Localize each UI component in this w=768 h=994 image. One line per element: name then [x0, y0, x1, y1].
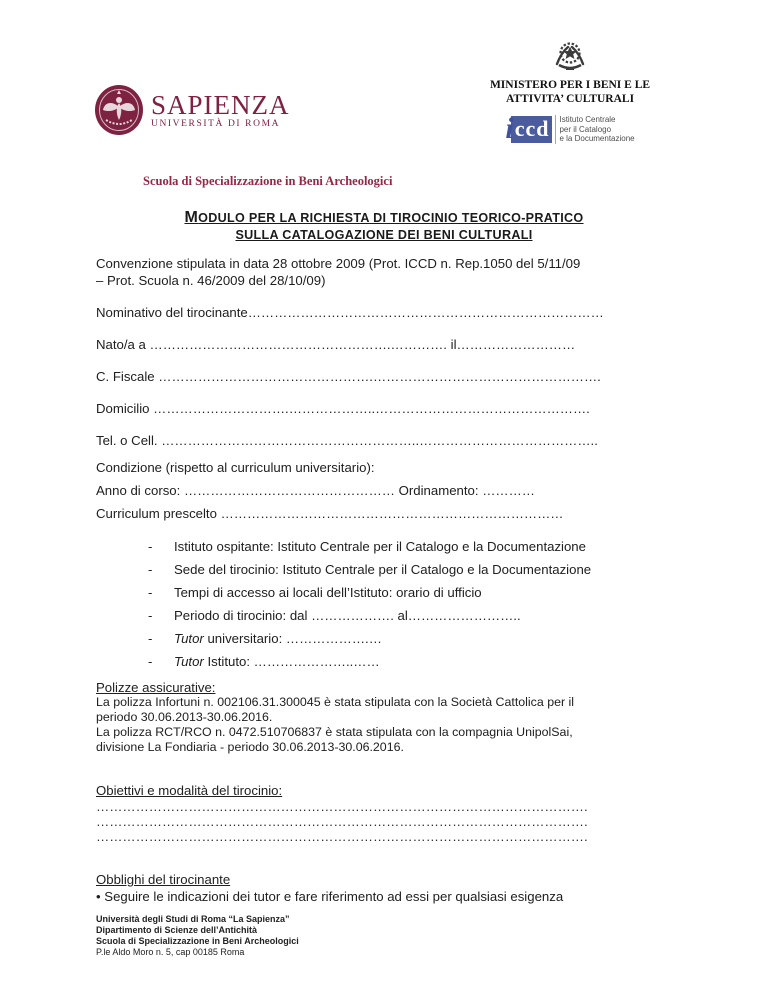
document-title-line2: SULLA CATALOGAZIONE DEI BENI CULTURALI — [235, 228, 533, 242]
dash-marker: - — [148, 562, 153, 577]
convention-line2: – Prot. Scuola n. 46/2009 del 28/10/09) — [96, 272, 326, 288]
condition-block — [96, 456, 672, 525]
list-item-tutor-universitario: - Tutor universitario: ……………….… — [96, 627, 672, 650]
objectives-section — [96, 782, 672, 844]
school-heading: Scuola di Specializzazione in Beni Archeologici — [143, 174, 393, 188]
page-footer — [96, 914, 672, 958]
insurance-line2: periodo 30.06.2013-30.06.2016. — [96, 710, 273, 724]
obligations-section — [96, 872, 672, 905]
footer-department: Dipartimento di Scienze dell’Antichità — [96, 925, 258, 935]
field-nominativo: Nominativo del tirocinante……………………………………………………………………… — [96, 305, 604, 320]
ministry-title-line2: ATTIVITA’ CULTURALI — [505, 93, 635, 105]
condition-heading: Condizione (rispetto al curriculum universitario): — [96, 460, 375, 475]
insurance-section — [96, 680, 672, 755]
sapienza-wordmark-block — [151, 89, 290, 129]
ministry-block — [466, 38, 674, 144]
field-domicilio: Domicilio ………………………….………………..…………………………………………. — [96, 401, 590, 416]
iccd-logo-ccd: ccd — [511, 116, 553, 143]
list-item-periodo-tirocinio: - Periodo di tirocinio: dal ………………. al…………………….. — [96, 604, 672, 627]
convention-line1: Convenzione stipulata in data 28 ottobre 2009 (Prot. ICCD n. Rep.1050 del 5/11/09 — [96, 256, 581, 271]
footer-address: P.le Aldo Moro n. 5, cap 00185 Roma — [96, 947, 245, 957]
convention-paragraph — [96, 256, 672, 289]
list-item-tempi-accesso: - Tempi di accesso ai locali dell’Istituto: orario di ufficio — [96, 581, 672, 604]
dash-marker: - — [148, 654, 153, 669]
iccd-logo-caption — [555, 115, 634, 144]
insurance-heading: Polizze assicurative: — [96, 680, 216, 695]
sapienza-logo — [94, 84, 290, 136]
obligations-bullet: • Seguire le indicazioni dei tutor e fare riferimento ad essi per qualsiasi esigenza — [96, 889, 564, 904]
sapienza-emblem-icon — [94, 84, 144, 136]
dash-marker: - — [148, 631, 153, 646]
list-item-tutor-istituto: - Tutor Istituto: …………………..…… — [96, 650, 672, 673]
footer-university: Università degli Studi di Roma “La Sapienza” — [96, 914, 290, 924]
dash-marker: - — [148, 539, 153, 554]
iccd-caption-line1: Istituto Centrale — [559, 115, 616, 124]
iccd-logo — [466, 112, 674, 146]
objectives-dotted-line: …………………………………………………………………………………………………. — [96, 814, 588, 829]
field-curriculum: Curriculum prescelto …………………………………………………………………… — [96, 506, 564, 521]
list-item-sede-tirocinio: - Sede del tirocinio: Istituto Centrale per il Catalogo e la Documentazione — [96, 558, 672, 581]
field-nato-a: Nato/a a ……………………………………………….…………. il……………………… — [96, 337, 576, 352]
insurance-line4: divisione La Fondiaria - periodo 30.06.2013-30.06.2016. — [96, 740, 404, 754]
dash-marker: - — [148, 608, 153, 623]
field-anno-ordinamento: Anno di corso: ………………………………………… Ordinamento: ………… — [96, 483, 535, 498]
iccd-caption-line2: per il Catalogo — [559, 124, 612, 134]
internship-details-list — [96, 535, 672, 673]
iccd-logo-i: i — [505, 112, 514, 146]
insurance-line1: La polizza Infortuni n. 002106.31.300045 è stata stipulata con la Società Cattolica per il — [96, 695, 575, 709]
field-codice-fiscale: C. Fiscale ………………………………………….……………………………………………. — [96, 369, 601, 384]
insurance-line3: La polizza RCT/RCO n. 0472.510706837 è stata stipulata con la compagnia UnipolSai, — [96, 725, 573, 739]
field-telefono: Tel. o Cell. …………………………………………………..………………………………….. — [96, 433, 598, 448]
obligations-heading: Obblighi del tirocinante — [96, 872, 231, 887]
ministry-title-line1: MINISTERO PER I BENI E LE — [489, 79, 651, 91]
sapienza-subtitle: UNIVERSITÀ DI ROMA — [151, 118, 281, 129]
ministry-title — [466, 78, 674, 106]
iccd-caption-line3: e la Documentazione — [559, 134, 635, 143]
document-title — [96, 209, 672, 244]
objectives-dotted-line: …………………………………………………………………………………………………. — [96, 829, 588, 844]
list-item-istituto-ospitante: - Istituto ospitante: Istituto Centrale per il Catalogo e la Documentazione — [96, 535, 672, 558]
footer-school: Scuola di Specializzazione in Beni Archeologici — [96, 936, 299, 946]
document-title-line1: MODULO PER LA RICHIESTA DI TIROCINIO TEORICO-PRATICO — [184, 209, 584, 226]
italy-emblem-icon — [551, 38, 589, 74]
sapienza-wordmark: SAPIENZA — [151, 89, 290, 120]
form-fields — [96, 305, 672, 449]
header — [96, 40, 672, 160]
objectives-heading: Obiettivi e modalità del tirocinio: — [96, 783, 283, 798]
dash-marker: - — [148, 585, 153, 600]
objectives-dotted-line: …………………………………………………………………………………………………. — [96, 799, 588, 814]
